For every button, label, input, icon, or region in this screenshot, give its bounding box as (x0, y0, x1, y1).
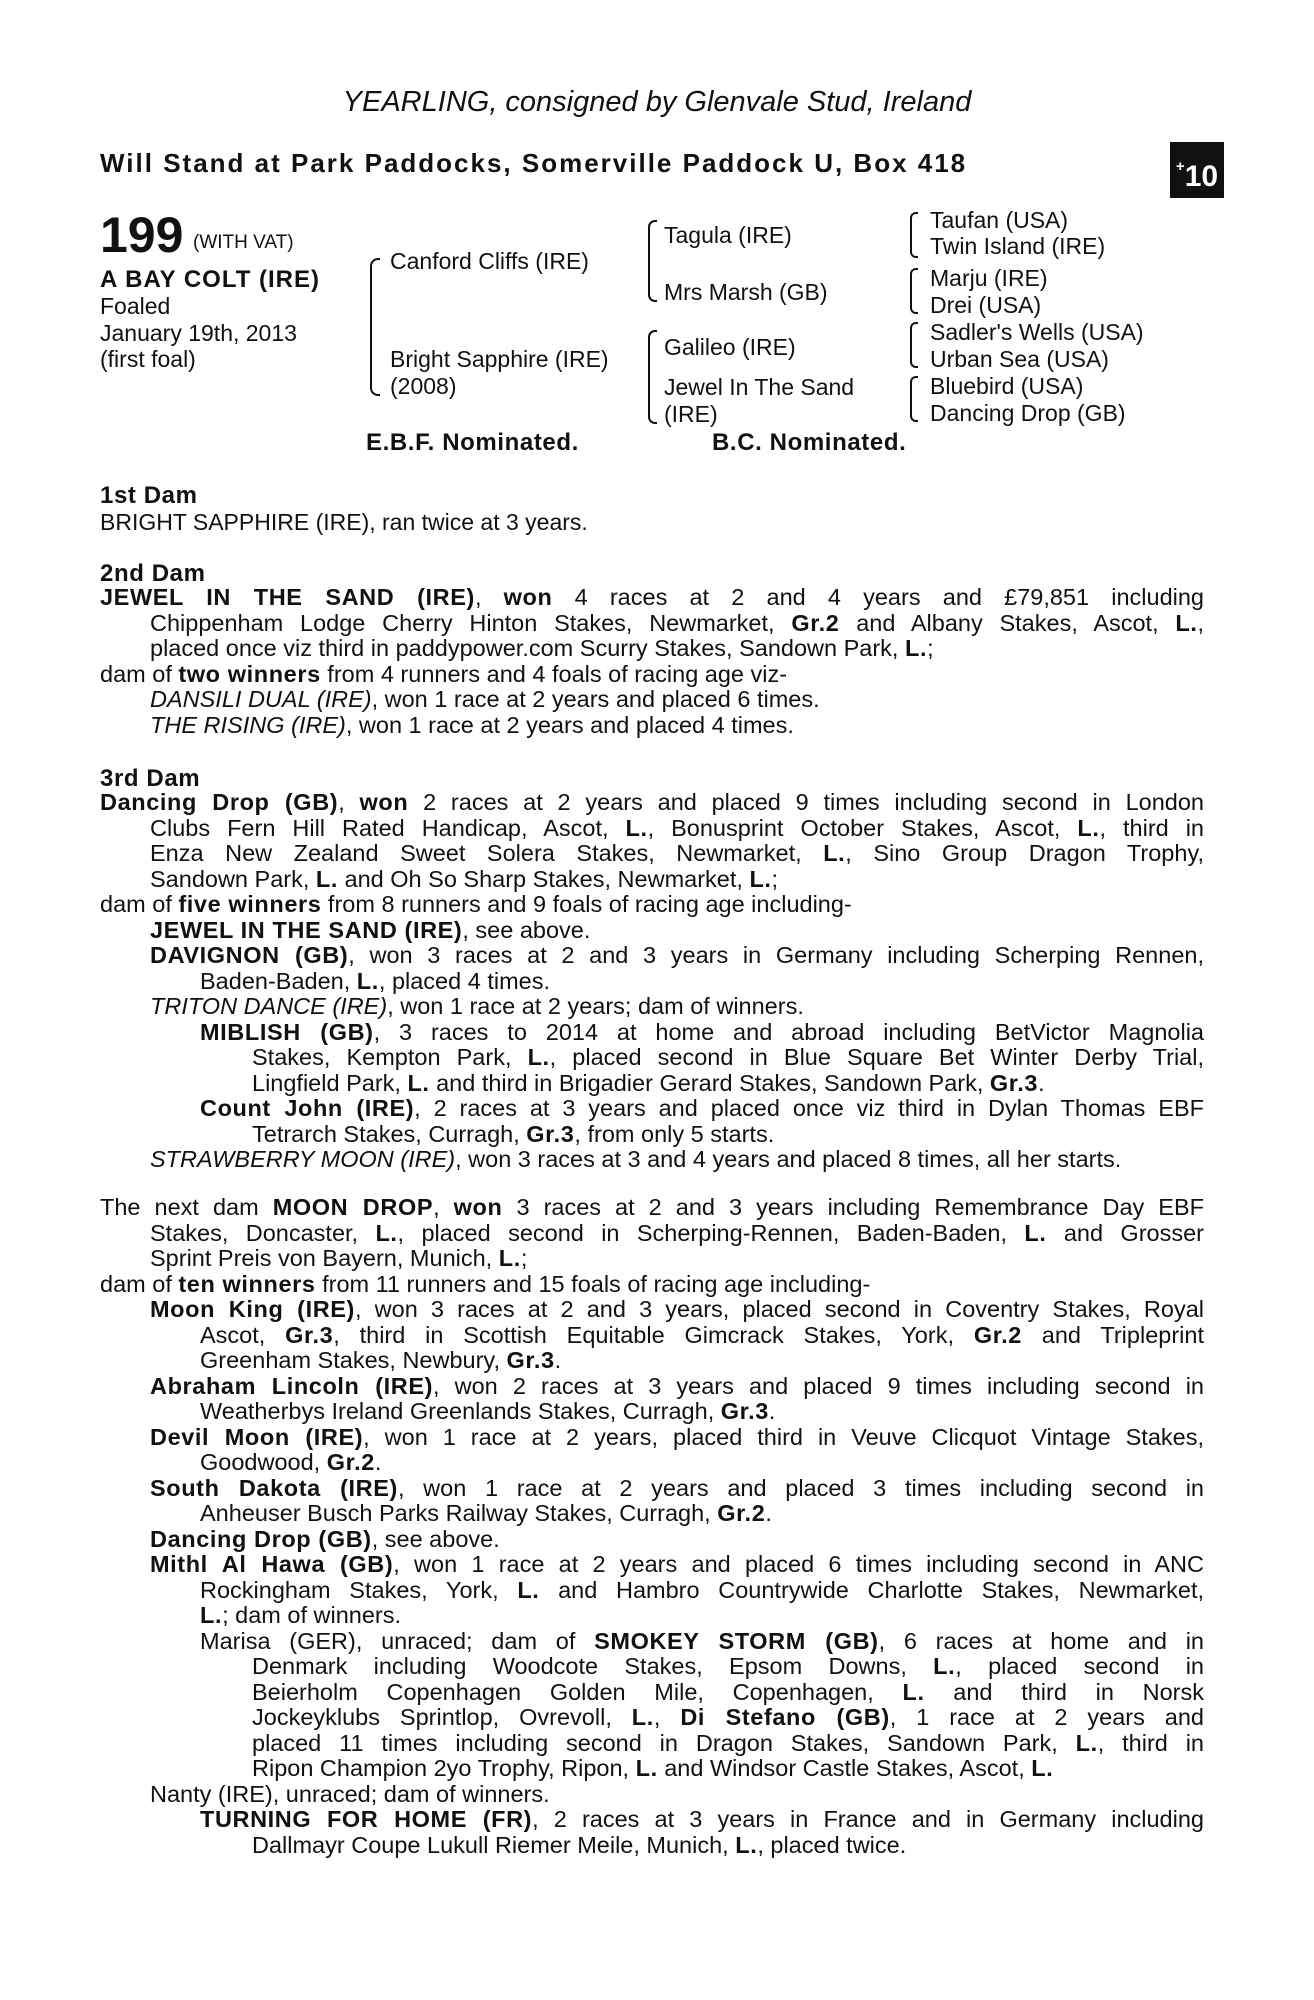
text-line (100, 790, 1204, 816)
text-run: , placed twice. (757, 1831, 907, 1858)
pedigree-g4: Drei (USA) (930, 292, 1042, 318)
text-run: Sprint Preis von Bayern, Munich, (150, 1245, 499, 1271)
text-run: , see above. (371, 1525, 500, 1552)
horse-name: STRAWBERRY MOON (IRE) (150, 1146, 456, 1172)
first-dam-heading: 1st Dam (100, 482, 198, 509)
text-run: . (554, 1347, 562, 1373)
third-dam-section (100, 790, 1204, 1173)
text-line (100, 1501, 1204, 1527)
text-run: ; dam of winners. (222, 1602, 402, 1628)
second-dam-section (100, 585, 1204, 738)
horse-name: JEWEL IN THE SAND (IRE) (100, 584, 475, 610)
first-dam-text: BRIGHT SAPPHIRE (IRE), ran twice at 3 years. (100, 509, 588, 535)
text-line (100, 1096, 1204, 1122)
pedigree-brace-g4 (910, 376, 918, 422)
race-grade: Gr.3 (989, 1069, 1039, 1096)
text-line (100, 1147, 1204, 1173)
text-run: , won 3 races at 3 and 4 years and placed 8 times, all her starts. (455, 1146, 1122, 1172)
pedigree-g1: Taufan (USA) (930, 207, 1069, 233)
pedigree-g8: Dancing Drop (GB) (930, 400, 1126, 426)
text-run: , third in (1097, 1729, 1204, 1756)
text-run: Greenham Stakes, Newbury, (200, 1347, 507, 1373)
text-line (100, 1020, 1204, 1046)
race-grade: L. (375, 1219, 398, 1246)
text-line (100, 1527, 1204, 1553)
pedigree-g2: Twin Island (IRE) (930, 233, 1106, 259)
text-run: Dallmayr Coupe Lukull Riemer Meile, Munich, (252, 1831, 736, 1858)
text-run: Stakes, Kempton Park, (252, 1044, 528, 1070)
race-grade: L. (315, 865, 338, 892)
horse-name: SMOKEY STORM (GB) (594, 1627, 879, 1654)
text-line (100, 1399, 1204, 1425)
race-grade: Gr.2 (717, 1500, 766, 1526)
text-run: , (338, 789, 360, 815)
text-line (100, 1221, 1204, 1247)
text-run: , 3 races to 2014 at home and abroad including BetVictor Magnolia (373, 1018, 1204, 1045)
race-grade: L. (1031, 1755, 1054, 1781)
race-grade: Gr.3 (526, 1120, 575, 1147)
pedigree-sire: Canford Cliffs (IRE) (390, 248, 589, 274)
lot-number: 199 (100, 207, 184, 263)
text-run: Stakes, Doncaster, (150, 1219, 376, 1246)
text-run: , placed second in Scherping-Rennen, Baden-Baden, (397, 1219, 1025, 1246)
text-run: , (653, 1704, 681, 1730)
horse-name: THE RISING (IRE) (150, 711, 346, 738)
text-run: from 8 runners and 9 foals of racing age including- (321, 891, 852, 917)
race-grade: L. (631, 1704, 654, 1730)
text-line (100, 1552, 1204, 1578)
text-run: Sandown Park, (150, 865, 316, 892)
text-run: , won 1 race at 2 years, placed third in Veuve Clicquot Vintage Stakes, (363, 1423, 1204, 1450)
text-line (100, 892, 1204, 918)
text-run: Rockingham Stakes, York, (200, 1576, 518, 1603)
text-run: , won 3 races at 2 and 3 years in Germany including Scherping Rennen, (348, 942, 1204, 968)
race-grade: L. (735, 1831, 758, 1858)
third-dam-heading: 3rd Dam (100, 765, 201, 792)
text-run: Ripon Champion 2yo Trophy, Ripon, (252, 1755, 636, 1781)
pedigree-dam-sire: Galileo (IRE) (664, 334, 796, 360)
text-run: , 2 races at 3 years in France and in Germany including (532, 1806, 1204, 1832)
text-line (100, 636, 1204, 662)
text-run: The next dam (100, 1194, 273, 1220)
text-line (100, 1374, 1204, 1400)
second-dam-heading: 2nd Dam (100, 560, 206, 587)
pedigree-g3: Marju (IRE) (930, 265, 1048, 291)
horse-name: Moon King (IRE) (150, 1296, 355, 1322)
text-run: . (1038, 1069, 1045, 1096)
pedigree-brace-g2 (910, 268, 918, 314)
text-run: , won 2 races at 3 years and placed 9 times including second in (433, 1372, 1205, 1399)
text-run: ; (771, 865, 779, 892)
text-run: , placed 4 times. (378, 967, 550, 994)
race-grade: Gr.3 (720, 1398, 769, 1424)
text-run: dam of (100, 1270, 179, 1297)
text-line (100, 1045, 1204, 1071)
text-run: , won 1 race at 2 years; dam of winners. (387, 993, 804, 1019)
text-line (100, 1297, 1204, 1323)
text-run: , Bonusprint October Stakes, Ascot, (647, 814, 1078, 841)
text-run: , Sino Group Dragon Trophy, (845, 840, 1204, 866)
horse-name: South Dakota (IRE) (150, 1474, 398, 1501)
text-run: dam of (100, 660, 179, 687)
text-run: , third in Scottish Equitable Gimcrack Stakes, York, (333, 1321, 974, 1348)
text-line (100, 969, 1204, 995)
text-line (100, 1195, 1204, 1221)
text-run: 4 races at 2 and 4 years and £79,851 including (552, 584, 1205, 610)
text-line (100, 1833, 1204, 1859)
text-run: , placed second in Blue Square Bet Winter Derby Trial, (549, 1044, 1204, 1070)
pedigree-brace-g3 (910, 322, 918, 368)
text-run: Anheuser Busch Parks Railway Stakes, Curragh, (200, 1500, 718, 1526)
text-run: , (1197, 609, 1204, 636)
text-run: and Grosser (1046, 1219, 1204, 1246)
page-header: YEARLING, consigned by Glenvale Stud, Ireland (342, 86, 972, 118)
text-line (100, 1756, 1204, 1782)
text-line (100, 713, 1204, 739)
text-line (100, 662, 1204, 688)
text-line (100, 687, 1204, 713)
text-run-bold: won (503, 584, 553, 610)
text-run: , won 1 race at 2 years and placed 6 times including second in ANC (393, 1551, 1204, 1577)
text-run: and Windsor Castle Stakes, Ascot, (657, 1755, 1032, 1781)
text-line (100, 943, 1204, 969)
horse-name: DAVIGNON (GB) (150, 942, 349, 968)
text-run: from 4 runners and 4 foals of racing age viz- (320, 660, 788, 687)
foaled-label: Foaled (100, 293, 171, 319)
race-grade: Gr.3 (285, 1321, 334, 1348)
text-run: and Hambro Countrywide Charlotte Stakes, Newmarket, (539, 1576, 1204, 1603)
text-run: 2 races at 2 years and placed 9 times including second in London (408, 789, 1204, 815)
horse-name: Mithl Al Hawa (GB) (150, 1551, 394, 1577)
race-grade: L. (823, 840, 846, 866)
pedigree-brace-sire (648, 220, 657, 302)
text-line (100, 1654, 1204, 1680)
race-grade: Gr.2 (973, 1321, 1022, 1348)
text-line (100, 1425, 1204, 1451)
horse-name: TURNING FOR HOME (FR) (200, 1806, 533, 1832)
text-line (100, 867, 1204, 893)
race-grade: L. (200, 1602, 223, 1628)
text-line (100, 841, 1204, 867)
pedigree-sire-sire: Tagula (IRE) (664, 222, 792, 248)
text-run: Denmark including Woodcote Stakes, Epsom Downs, (252, 1653, 934, 1679)
pedigree-brace-dam (648, 330, 657, 424)
vat-note: (WITH VAT) (193, 232, 294, 253)
text-run: Weatherbys Ireland Greenlands Stakes, Curragh, (200, 1398, 721, 1424)
text-run: Marisa (GER), unraced; dam of (200, 1627, 595, 1654)
text-run: and Oh So Sharp Stakes, Newmarket, (338, 865, 750, 892)
text-run-bold: five winners (178, 891, 322, 917)
pedigree-dam-dam: Jewel In The Sand (664, 374, 855, 400)
text-run: Enza New Zealand Sweet Solera Stakes, Newmarket, (150, 840, 824, 866)
text-run: , (433, 1194, 454, 1220)
text-run: Chippenham Lodge Cherry Hinton Stakes, Newmarket, (150, 609, 792, 636)
race-grade: L. (498, 1245, 521, 1271)
text-run-bold: two winners (178, 660, 321, 687)
text-line (100, 1272, 1204, 1298)
race-grade: Gr.2 (326, 1449, 375, 1475)
race-grade: L. (1077, 814, 1100, 841)
text-run: , see above. (462, 916, 591, 943)
horse-name: MIBLISH (GB) (200, 1018, 374, 1045)
text-run: and third in Norsk (924, 1678, 1205, 1705)
text-run: , won 1 race at 2 years and placed 3 times including second in (397, 1474, 1205, 1501)
text-line (100, 994, 1204, 1020)
text-line (100, 1731, 1204, 1757)
text-run: , (474, 584, 504, 610)
bc-nominated: B.C. Nominated. (712, 429, 907, 456)
text-run: , won 1 race at 2 years and placed 6 times. (371, 686, 820, 712)
text-line (100, 1348, 1204, 1374)
text-line (100, 1578, 1204, 1604)
text-run: Clubs Fern Hill Rated Handicap, Ascot, (150, 814, 626, 841)
text-run: Baden-Baden, (200, 967, 357, 994)
text-run: placed 11 times including second in Dragon Stakes, Sandown Park, (252, 1729, 1076, 1756)
lot-title: A BAY COLT (IRE) (100, 266, 321, 293)
text-run: from 11 runners and 15 foals of racing age including- (315, 1270, 871, 1297)
text-run: , won 1 race at 2 years and placed 4 times. (345, 711, 794, 738)
pedigree-brace-main (370, 258, 380, 396)
text-line (100, 1603, 1204, 1629)
race-grade: L. (902, 1678, 925, 1705)
text-line (100, 1246, 1204, 1272)
race-grade: L. (625, 814, 648, 841)
pedigree-g7: Bluebird (USA) (930, 373, 1084, 399)
text-run-bold: won (453, 1194, 503, 1220)
text-run: , 6 races at home and in (878, 1627, 1205, 1654)
text-run: placed once viz third in paddypower.com Scurry Stakes, Sandown Park, (150, 635, 905, 661)
horse-name: MOON DROP (272, 1194, 434, 1220)
horse-name: DANSILI DUAL (IRE) (150, 686, 372, 712)
race-grade: L. (1024, 1219, 1047, 1246)
text-line (100, 585, 1204, 611)
text-run: ; (520, 1245, 528, 1271)
horse-name: Dancing Drop (GB) (100, 789, 339, 815)
pedigree-dam: Bright Sapphire (IRE) (390, 346, 609, 372)
text-line (100, 1705, 1204, 1731)
text-line (100, 1450, 1204, 1476)
text-run: Tetrarch Stakes, Curragh, (252, 1120, 527, 1147)
text-run: , third in (1099, 814, 1204, 841)
text-line (100, 816, 1204, 842)
horse-name: Di Stefano (GB) (680, 1704, 890, 1730)
text-run: , 2 races at 3 years and placed once viz third in Dylan Thomas EBF (414, 1095, 1204, 1121)
ebf-nominated: E.B.F. Nominated. (366, 429, 579, 456)
next-dam-section (100, 1195, 1204, 1858)
text-line (100, 1680, 1204, 1706)
badge-number: 10 (1184, 160, 1219, 193)
pedigree-brace-g1 (910, 212, 918, 258)
text-run: , won 3 races at 2 and 3 years, placed second in Coventry Stakes, Royal (354, 1296, 1205, 1322)
text-run: Nanty (IRE), unraced; dam of winners. (150, 1780, 550, 1807)
text-run: , from only 5 starts. (574, 1120, 775, 1147)
text-run: and Albany Stakes, Ascot, (839, 609, 1176, 636)
race-grade: L. (635, 1755, 658, 1781)
text-run-bold: ten winners (178, 1270, 316, 1297)
horse-name: JEWEL IN THE SAND (IRE) (150, 916, 463, 943)
pedigree-sire-dam: Mrs Marsh (GB) (664, 279, 828, 305)
text-line (100, 1807, 1204, 1833)
pedigree-dam-dam-origin: (IRE) (664, 401, 718, 427)
text-line (100, 1629, 1204, 1655)
race-grade: L. (356, 967, 379, 994)
race-grade: L. (749, 865, 772, 892)
horse-name: Abraham Lincoln (IRE) (150, 1372, 434, 1399)
text-run: Lingfield Park, (252, 1069, 408, 1096)
first-foal-note: (first foal) (100, 346, 196, 372)
race-grade: L. (527, 1044, 550, 1070)
text-line (100, 611, 1204, 637)
pedigree-g6: Urban Sea (USA) (930, 346, 1109, 372)
page-badge (1170, 142, 1224, 198)
text-line (100, 1122, 1204, 1148)
horse-name: Dancing Drop (GB) (150, 1525, 372, 1552)
text-run: , 1 race at 2 years and (889, 1704, 1204, 1730)
text-run-bold: won (359, 789, 409, 815)
text-run: . (768, 1398, 776, 1424)
text-line (100, 1323, 1204, 1349)
race-grade: L. (407, 1069, 430, 1096)
text-run: , placed second in (955, 1653, 1204, 1679)
text-run: and third in Brigadier Gerard Stakes, Sandown Park, (429, 1069, 990, 1096)
pedigree-g5: Sadler's Wells (USA) (930, 319, 1144, 345)
race-grade: Gr.3 (506, 1347, 555, 1373)
horse-name: TRITON DANCE (IRE) (150, 993, 388, 1019)
race-grade: L. (517, 1576, 540, 1603)
text-run: Goodwood, (200, 1449, 327, 1475)
race-grade: L. (1075, 1729, 1098, 1756)
text-run: . (374, 1449, 382, 1475)
text-line (100, 1476, 1204, 1502)
foaled-date: January 19th, 2013 (100, 320, 297, 346)
text-run: 3 races at 2 and 3 years including Remembrance Day EBF (502, 1194, 1204, 1220)
text-line (100, 918, 1204, 944)
text-run: Beierholm Copenhagen Golden Mile, Copenhagen, (252, 1678, 903, 1705)
horse-name: Devil Moon (IRE) (150, 1423, 364, 1450)
stand-location: Will Stand at Park Paddocks, Somerville Paddock U, Box 418 (100, 148, 968, 178)
text-run: Jockeyklubs Sprintlop, Ovrevoll, (252, 1704, 632, 1730)
text-line (100, 1071, 1204, 1097)
race-grade: L. (933, 1653, 956, 1679)
pedigree-dam-year: (2008) (390, 373, 457, 399)
text-run: dam of (100, 891, 179, 917)
text-run: . (765, 1500, 772, 1526)
horse-name: Count John (IRE) (200, 1095, 415, 1121)
text-run: and Tripleprint (1021, 1321, 1204, 1348)
race-grade: L. (905, 635, 928, 661)
race-grade: L. (1175, 609, 1198, 636)
text-run: Ascot, (200, 1321, 286, 1348)
race-grade: Gr.2 (791, 609, 840, 636)
text-line (100, 1782, 1204, 1808)
text-run: ; (927, 635, 934, 661)
badge-plus: + (1175, 158, 1185, 175)
